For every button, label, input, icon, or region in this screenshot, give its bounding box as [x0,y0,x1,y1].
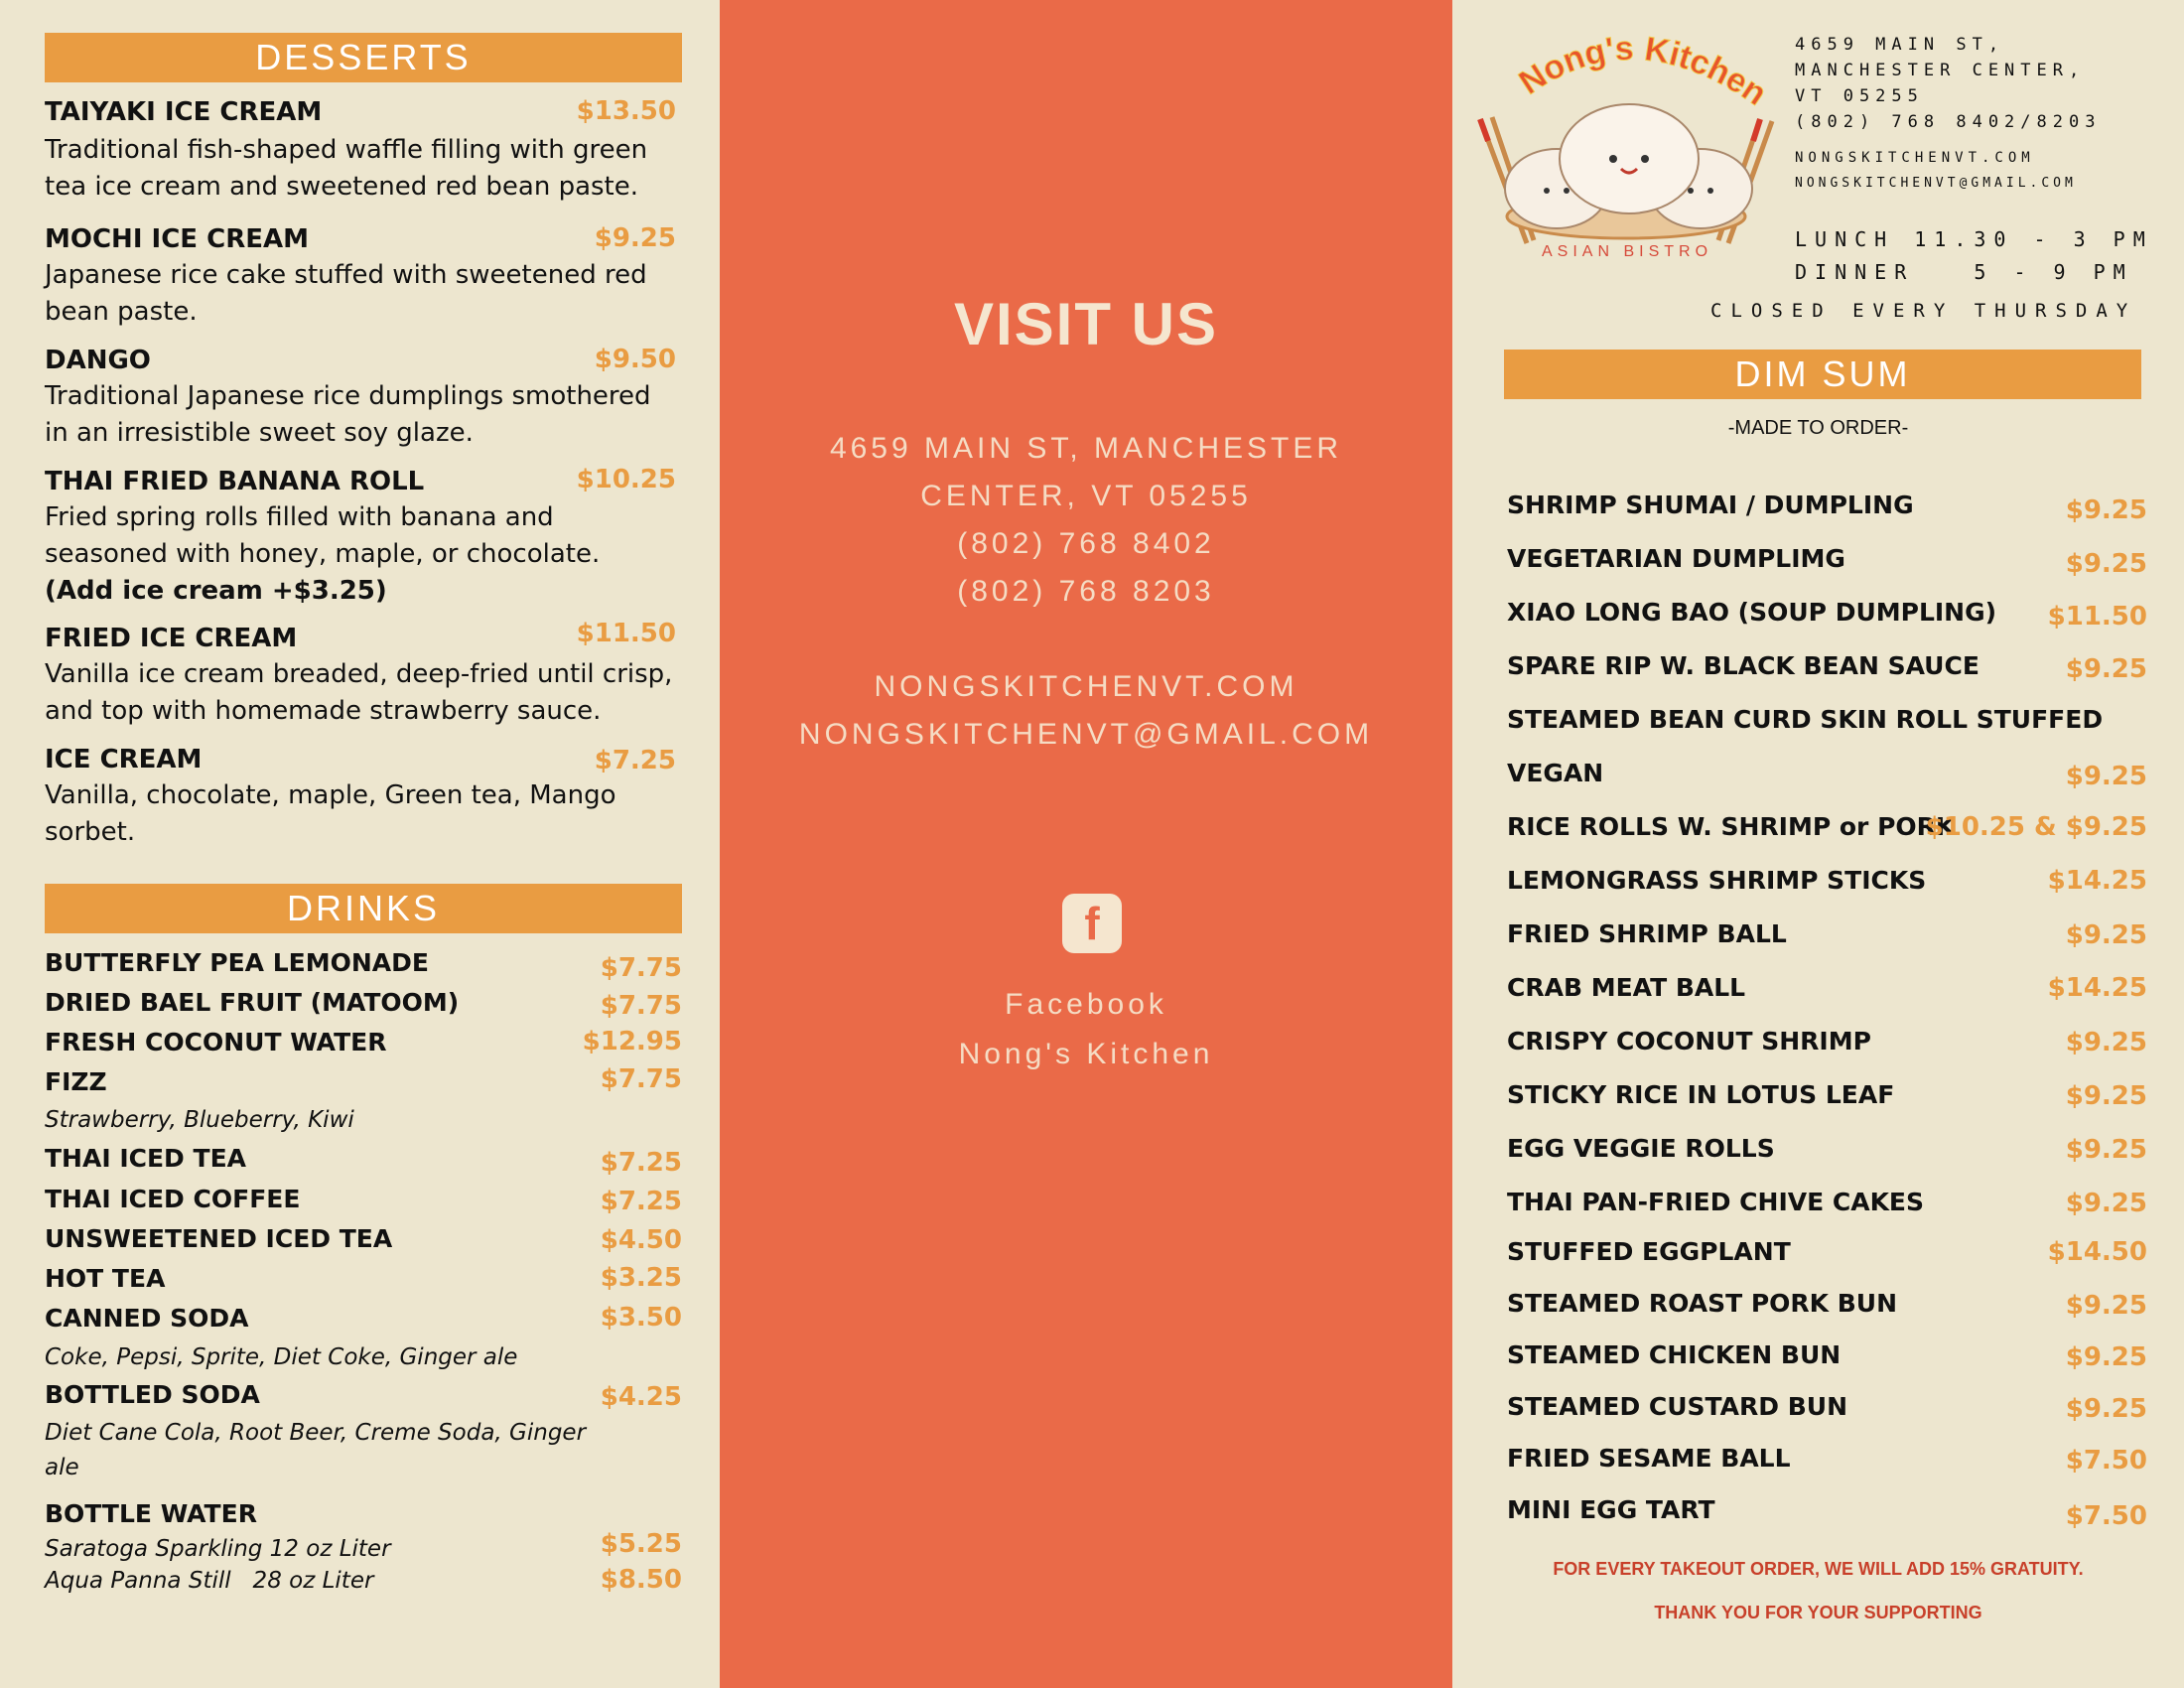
drink-price: $3.50 [600,1303,682,1333]
drink-name: THAI ICED TEA [45,1144,246,1173]
dessert-desc: Traditional Japanese rice dumplings smothered in an irresistible sweet soy glaze. [45,381,651,448]
dimsum-name: LEMONGRASS SHRIMP STICKS [1507,866,1927,895]
dimsum-price: $9.25 [2065,1028,2147,1057]
dimsum-name: FRIED SHRIMP BALL [1507,919,1787,948]
dessert-price: $10.25 [576,465,676,494]
drink-price: $4.50 [600,1225,682,1255]
visit-website-link[interactable]: NONGSKITCHENVT.COM [874,670,1298,703]
header-address-line2: MANCHESTER CENTER, [1795,61,2086,80]
dimsum-price: $9.25 [2065,1189,2147,1218]
dimsum-name: STEAMED CHICKEN BUN [1507,1340,1842,1369]
drink-price: $5.25 [600,1529,682,1559]
drink-price: $4.25 [600,1382,682,1412]
dessert-name: FRIED ICE CREAM [45,624,298,653]
closed-notice: CLOSED EVERY THURSDAY [1710,300,2137,322]
dessert-desc: Japanese rice cake stuffed with sweetened red bean paste. [45,260,647,327]
facebook-label[interactable]: Facebook [1005,988,1167,1021]
drink-note: Aqua Panna Still 28 oz Liter [45,1568,374,1594]
drink-note: Diet Cane Cola, Root Beer, Creme Soda, Ginger ale [45,1420,587,1480]
drink-name: THAI ICED COFFEE [45,1185,301,1213]
dimsum-name: STEAMED BEAN CURD SKIN ROLL STUFFED [1507,705,2104,734]
dimsum-price: $9.25 [2065,920,2147,950]
dimsum-price: $14.50 [2047,1237,2147,1267]
dinner-hours: DINNER 5 - 9 PM [1795,260,2133,284]
thank-you-note: THANK YOU FOR YOUR SUPPORTING [1654,1603,1982,1622]
drink-price: $7.75 [600,1064,682,1094]
drink-name: CANNED SODA [45,1304,249,1333]
dimsum-price: $7.50 [2065,1446,2147,1476]
dessert-addon: (Add ice cream +$3.25) [45,576,387,606]
dimsum-name: EGG VEGGIE ROLLS [1507,1134,1775,1163]
dessert-price: $13.50 [576,96,676,126]
dimsum-price: $9.25 [2065,1394,2147,1424]
drink-note: Saratoga Sparkling 12 oz Liter [45,1536,391,1562]
facebook-icon[interactable]: f [1062,894,1122,953]
dessert-desc: Fried spring rolls filled with banana and seasoned with honey, maple, or chocolate. [45,502,601,569]
desserts-banner: DESSERTS [45,33,682,82]
drink-name: FRESH COCONUT WATER [45,1028,387,1056]
dimsum-price: $14.25 [2047,866,2147,896]
dessert-price: $9.25 [594,223,676,253]
dimsum-price: $9.25 [2065,1291,2147,1321]
dimsum-price: $14.25 [2047,973,2147,1003]
visit-phone1: (802) 768 8402 [957,527,1215,560]
dimsum-name: SPARE RIP W. BLACK BEAN SAUCE [1507,651,1979,680]
dimsum-price: $9.25 [2065,762,2147,791]
dimsum-banner: DIM SUM [1504,350,2141,399]
drink-price: $7.25 [600,1148,682,1178]
logo-title: Nong's Kitchen [1512,29,1774,113]
dimsum-price: $7.50 [2065,1501,2147,1531]
dimsum-name: VEGAN [1507,759,1604,787]
dessert-desc: Traditional fish-shaped waffle filling with green tea ice cream and sweetened red bean paste. [45,135,648,202]
dimsum-name: XIAO LONG BAO (SOUP DUMPLING) [1507,598,1997,627]
dumpling-logo [1462,20,1790,278]
dessert-desc: Vanilla ice cream breaded, deep-fried until crisp, and top with homemade strawberry sauce. [45,659,673,726]
header-website-link[interactable]: NONGSKITCHENVT.COM [1795,150,2035,166]
dessert-name: DANGO [45,346,151,375]
dimsum-price: $9.25 [2065,1081,2147,1111]
dessert-name: ICE CREAM [45,745,203,774]
drink-price: $7.25 [600,1187,682,1216]
dimsum-name: RICE ROLLS W. SHRIMP or PORK [1507,812,1956,841]
visit-address-line2: CENTER, VT 05255 [920,480,1252,512]
drink-name: BOTTLED SODA [45,1380,260,1409]
visit-title: VISIT US [953,291,1219,357]
made-to-order-note: -MADE TO ORDER- [1727,417,1909,439]
dimsum-name: CRAB MEAT BALL [1507,973,1746,1002]
visit-phone2: (802) 768 8203 [957,575,1215,608]
visit-email-link[interactable]: NONGSKITCHENVT@GMAIL.COM [798,718,1374,751]
dessert-price: $11.50 [576,619,676,648]
gratuity-notice: FOR EVERY TAKEOUT ORDER, WE WILL ADD 15% GRATUITY. [1553,1559,2084,1579]
dimsum-price: $9.25 [2065,1342,2147,1372]
dimsum-name: STEAMED ROAST PORK BUN [1507,1289,1898,1318]
header-phones: (802) 768 8402/8203 [1795,112,2102,132]
drink-name: UNSWEETENED ICED TEA [45,1224,393,1253]
drinks-banner: DRINKS [45,884,682,933]
header-address-line3: VT 05255 [1795,86,1924,106]
dimsum-name: FRIED SESAME BALL [1507,1444,1791,1473]
dimsum-price: $9.25 [2065,1135,2147,1165]
dessert-name: TAIYAKI ICE CREAM [45,97,323,127]
dimsum-name: VEGETARIAN DUMPLIMG [1507,544,1845,573]
facebook-page-name[interactable]: Nong's Kitchen [958,1038,1214,1070]
drink-note: Strawberry, Blueberry, Kiwi [45,1107,354,1133]
dimsum-name: STEAMED CUSTARD BUN [1507,1392,1847,1421]
drink-name: HOT TEA [45,1264,166,1293]
dessert-name: MOCHI ICE CREAM [45,224,309,254]
dessert-price: $7.25 [594,746,676,775]
dimsum-name: STICKY RICE IN LOTUS LEAF [1507,1080,1895,1109]
dimsum-name: SHRIMP SHUMAI / DUMPLING [1507,491,1914,519]
header-address-line1: 4659 MAIN ST, [1795,35,2005,55]
header-email-link[interactable]: NONGSKITCHENVT@GMAIL.COM [1795,176,2077,191]
left-panel [0,0,720,1688]
svg-text:Nong's Kitchen [1513,30,1774,113]
logo-subtitle: ASIAN BISTRO [1542,243,1713,260]
right-panel [1452,0,2184,1688]
drink-price: $7.75 [600,991,682,1021]
dimsum-name: STUFFED EGGPLANT [1507,1237,1791,1266]
drink-price: $3.25 [600,1263,682,1293]
dessert-desc: Vanilla, chocolate, maple, Green tea, Mango sorbet. [45,780,616,847]
drink-note: Coke, Pepsi, Sprite, Diet Coke, Ginger ale [45,1344,518,1370]
drink-name: FIZZ [45,1067,107,1096]
dessert-price: $9.50 [594,345,676,374]
visit-address-line1: 4659 MAIN ST, MANCHESTER [829,432,1343,465]
dimsum-name: MINI EGG TART [1507,1495,1715,1524]
drink-price: $12.95 [582,1027,682,1056]
dimsum-price: $9.25 [2065,654,2147,684]
visit-panel [720,0,1452,1688]
dimsum-price: $9.25 [2065,549,2147,579]
dimsum-price: $10.25 & $9.25 [1925,812,2147,842]
dimsum-name: CRISPY COCONUT SHRIMP [1507,1027,1871,1055]
drink-name: BOTTLE WATER [45,1499,257,1528]
dimsum-price: $11.50 [2047,602,2147,632]
drink-price: $7.75 [600,953,682,983]
drink-price: $8.50 [600,1565,682,1595]
lunch-hours: LUNCH 11.30 - 3 PM [1795,227,2153,251]
drink-name: BUTTERFLY PEA LEMONADE [45,948,429,977]
dimsum-price: $9.25 [2065,495,2147,525]
dessert-name: THAI FRIED BANANA ROLL [45,467,425,496]
dimsum-name: THAI PAN-FRIED CHIVE CAKES [1507,1188,1925,1216]
drink-name: DRIED BAEL FRUIT (MATOOM) [45,988,460,1017]
